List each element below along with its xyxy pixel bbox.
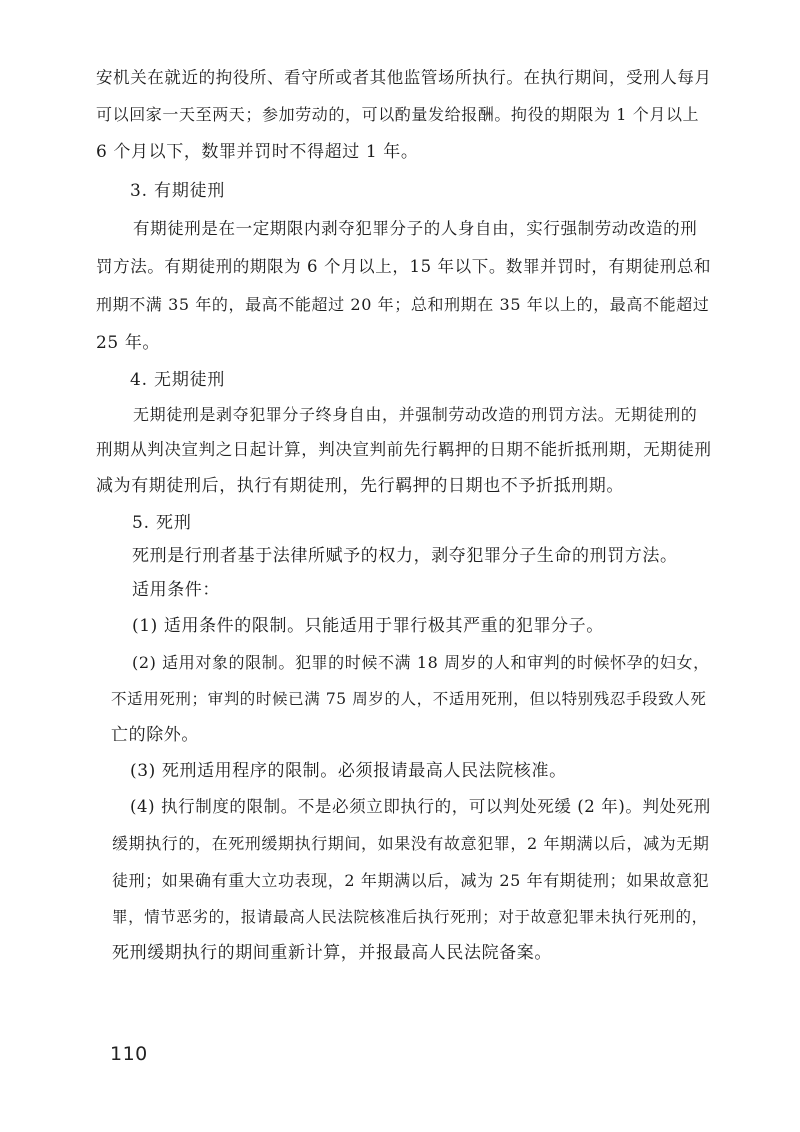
list-item: (4) 执行制度的限制。不是必须立即执行的，可以判处死缓 (2 年)。判处死刑	[130, 797, 711, 816]
page-number: 110	[110, 1043, 148, 1065]
text-line: 6 个月以下，数罪并罚时不得超过 1 年。	[96, 142, 419, 162]
text-line: 适用条件：	[132, 580, 220, 600]
list-item: (2) 适用对象的限制。犯罪的时候不满 18 周岁的人和审判的时候怀孕的妇女，	[132, 653, 710, 672]
list-item: (1) 适用条件的限制。只能适用于罪行极其严重的犯罪分子。	[132, 616, 604, 636]
text-line: 死刑缓期执行的期间重新计算，并报最高人民法院备案。	[112, 943, 552, 963]
text-line: 无期徒刑是剥夺犯罪分子终身自由，并强制劳动改造的刑罚方法。无期徒刑的	[133, 405, 698, 424]
text-line: 不适用死刑；审判的时候已满 75 周岁的人，不适用死刑，但以特别残忍手段致人死	[111, 690, 707, 708]
text-line: 安机关在就近的拘役所、看守所或者其他监管场所执行。在执行期间，受刑人每月	[96, 68, 712, 87]
text-line: 可以回家一天至两天；参加劳动的，可以酌量发给报酬。拘役的期限为 1 个月以上	[96, 105, 700, 124]
section-heading-fixed-term-imprisonment: 3. 有期徒刑	[130, 181, 226, 201]
text-line: 有期徒刑是在一定期限内剥夺犯罪分子的人身自由，实行强制劳动改造的刑	[133, 219, 698, 238]
text-line: 缓期执行的，在死刑缓期执行期间，如果没有故意犯罪，2 年期满以后，减为无期	[112, 834, 710, 853]
text-line: 减为有期徒刑后，执行有期徒刑，先行羁押的日期也不予折抵刑期。	[96, 476, 624, 496]
list-item: (3) 死刑适用程序的限制。必须报请最高人民法院核准。	[130, 761, 567, 781]
text-line: 罪，情节恶劣的，报请最高人民法院核准后执行死刑；对于故意犯罪未执行死刑的，	[112, 908, 708, 926]
text-line: 罚方法。有期徒刑的期限为 6 个月以上，15 年以下。数罪并罚时，有期徒刑总和	[96, 257, 712, 276]
section-heading-life-imprisonment: 4. 无期徒刑	[130, 370, 226, 390]
text-line: 徒刑；如果确有重大立功表现，2 年期满以后，减为 25 年有期徒刑；如果故意犯	[112, 871, 710, 890]
text-line: 刑期从判决宣判之日起计算，判决宣判前先行羁押的日期不能折抵刑期，无期徒刑	[96, 440, 712, 459]
text-line: 死刑是行刑者基于法律所赋予的权力，剥夺犯罪分子生命的刑罚方法。	[132, 546, 678, 566]
text-line: 亡的除外。	[111, 725, 199, 745]
section-heading-death-penalty: 5. 死刑	[132, 513, 192, 533]
text-line: 刑期不满 35 年的，最高不能超过 20 年；总和刑期在 35 年以上的，最高不能超过	[96, 295, 710, 314]
text-line: 25 年。	[96, 333, 161, 353]
